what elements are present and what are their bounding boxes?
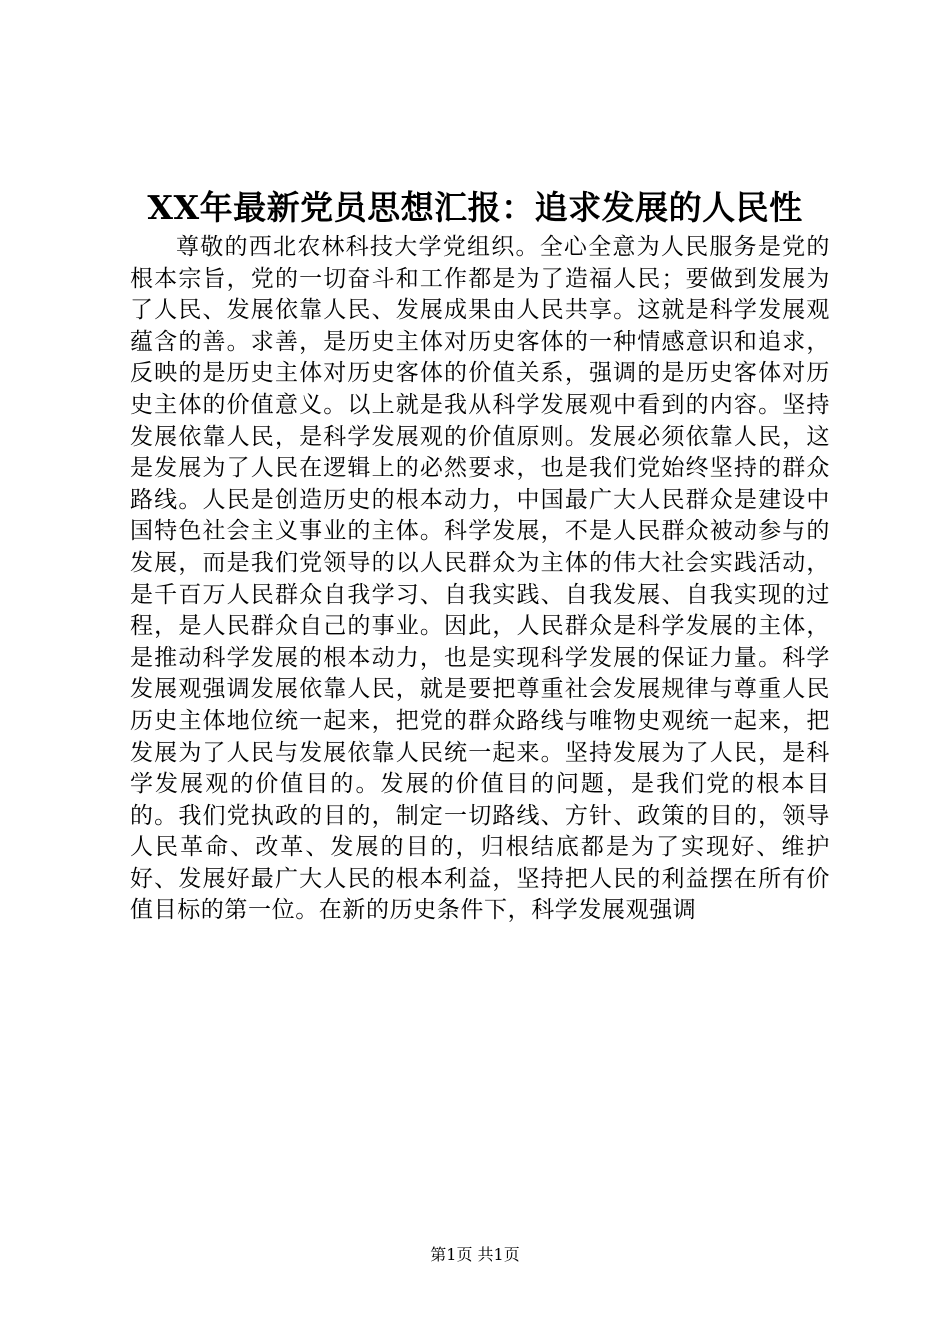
document-title: XX年最新党员思想汇报：追求发展的人民性 [147,188,803,227]
body-paragraph: 尊敬的西北农林科技大学党组织。全心全意为人民服务是党的根本宗旨，党的一切奋斗和工作都是为了造福人民；要做到发展为了人民、发展依靠人民、发展成果由人民共享。这就是科学发展观蕴含的善。求善，是历史主体对历史客体的一种情感意识和追求，反映的是历史主体对历史客体的价值关系，强调的是历史客体对历史主体的价值意义。以上就是我从科学发展观中看到的内容。坚持发展依靠人民，是科学发展观的价值原则。发展必须依靠人民，这是发展为了人民在逻辑上的必然要求，也是我们党始终坚持的群众路线。人民是创造历史的根本动力，中国最广大人民群众是建设中国特色社会主义事业的主体。科学发展，不是人民群众被动参与的发展，而是我们党领导的以人民群众为主体的伟大社会实践活动，是千百万人民群众自我学习、自我实践、自我发展、自我实现的过程，是人民群众自己的事业。因此，人民群众是科学发展的主体，是推动科学发展的根本动力，也是实现科学发展的保证力量。科学发展观强调发展依靠人民，就是要把尊重社会发展规律与尊重人民历史主体地位统一起来，把党的群众路线与唯物史观统一起来，把发展为了人民与发展依靠人民统一起来。坚持发展为了人民，是科学发展观的价值目的。发展的价值目的问题，是我们党的根本目的。我们党执政的目的，制定一切路线、方针、政策的目的，领导人民革命、改革、发展的目的，归根结底都是为了实现好、维护好、发展好最广大人民的根本利益，坚持把人民的利益摆在所有价值目标的第一位。在新的历史条件下，科学发展观强调 [130,234,830,924]
page-footer: 第1页 共1页 [430,1245,520,1264]
